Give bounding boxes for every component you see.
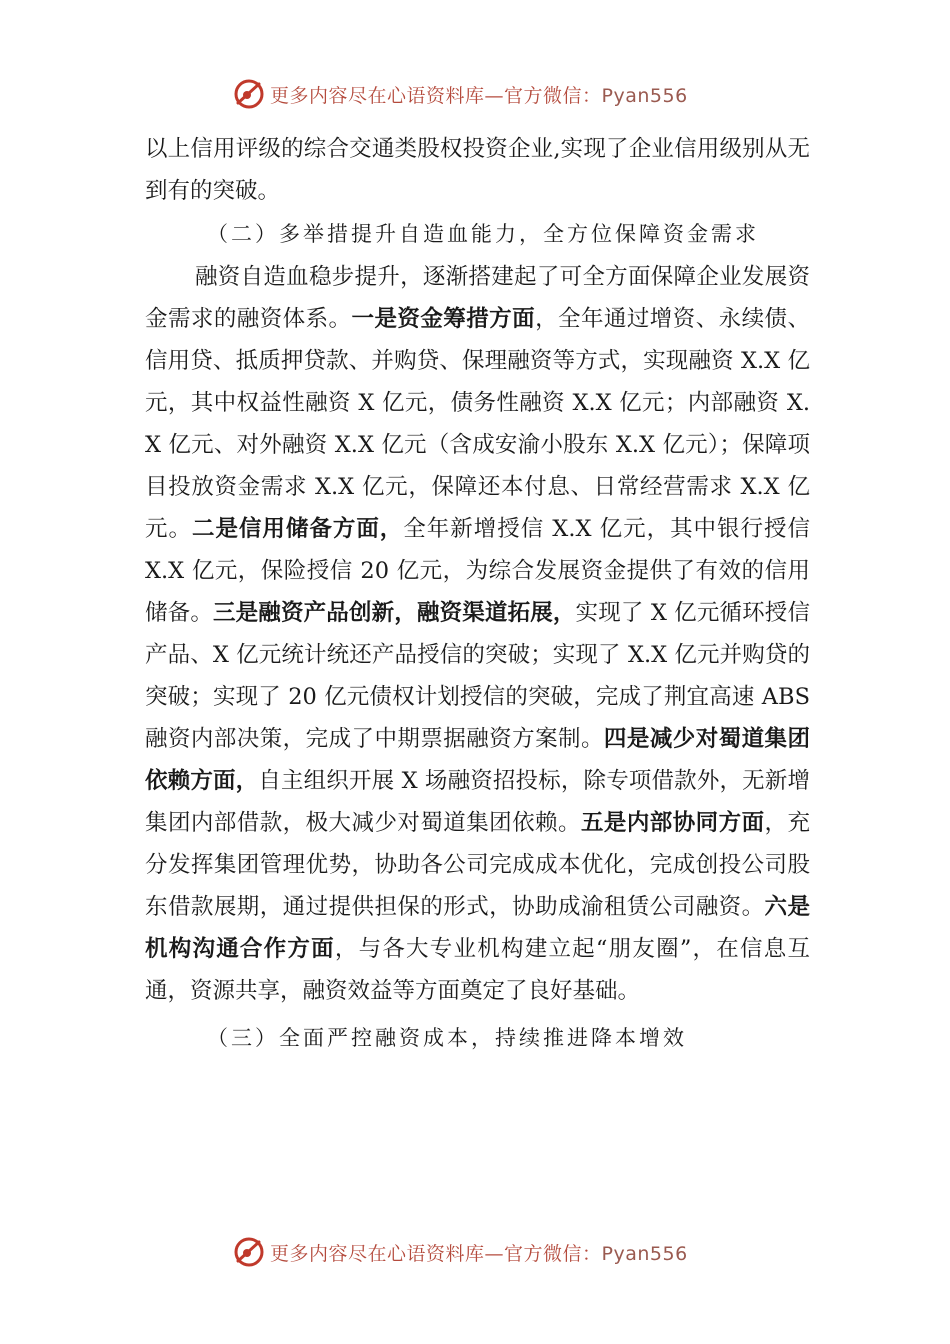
watermark-text: 更多内容尽在心语资料库—官方微信：Pyan556	[270, 84, 688, 107]
watermark-text: 更多内容尽在心语资料库—官方微信：Pyan556	[270, 1242, 688, 1265]
brand-logo-icon	[232, 1235, 266, 1269]
brand-logo-icon	[232, 77, 266, 111]
point-3-title: 三是融资产品创新，融资渠道拓展，	[212, 600, 576, 626]
section-heading-3: （三）全面严控融资成本，持续推进降本增效	[207, 1026, 687, 1050]
point-2-title: 二是信用储备方面，	[191, 516, 404, 542]
point-4-title: 四是减少对蜀道集团依赖方面，	[145, 726, 810, 794]
point-5-title: 五是内部协同方面	[580, 810, 765, 836]
intro-paragraph: 以上信用评级的综合交通类股权投资企业,实现了企业信用级别从无到有的突破。	[145, 136, 810, 204]
point-1-title: 一是资金筹措方面	[351, 306, 536, 332]
footer-watermark	[232, 1232, 688, 1272]
header-watermark	[232, 74, 688, 114]
section-heading-2: （二）多举措提升自造血能力，全方位保障资金需求	[207, 222, 759, 246]
financing-paragraph: 融资自造血稳步提升，逐渐搭建起了可全方面保障企业发展资金需求的融资体系。一是资金筹措方面，全年通过增资、永续债、信用贷、抵质押贷款、并购贷、保理融资等方式，实现融资 X.X 亿元，其中权益性融资 X 亿元，债务性融资 X.X 亿元；内部融资 X.X 亿元、对外融资 X.X 亿元（含成安渝小股东 X.X 亿元）；保障项目投放资金需求 X.X 亿元，保障还本付息、日常经营需求 X.X 亿元。二是信用储备方面，全年新增授信 X.X 亿元，其中银行授信 X.X 亿元，保险授信 20 亿元，为综合发展资金提供了有效的信用储备。三是融资产品创新，融资渠道拓展，实现了 X 亿元循环授信产品、X 亿元统计统还产品授信的突破；实现了 X.X 亿元并购贷的突破；实现了 20 亿元债权计划授信的突破，完成了荆宜高速 ABS 融资内部决策，完成了中期票据融资方案制。四是减少对蜀道集团依赖方面，自主组织开展 X 场融资招投标，除专项借款外，无新增集团内部借款，极大减少对蜀道集团依赖。五是内部协同方面，充分发挥集团管理优势，协助各公司完成成本优化，完成创投公司股东借款展期，通过提供担保的形式，协助成渝租赁公司融资。六是机构沟通合作方面，与各大专业机构建立起“朋友圈”，在信息互通，资源共享，融资效益等方面奠定了良好基础。	[145, 264, 810, 1004]
document-body	[145, 128, 810, 1060]
point-6-title: 六是机构沟通合作方面	[145, 894, 810, 962]
